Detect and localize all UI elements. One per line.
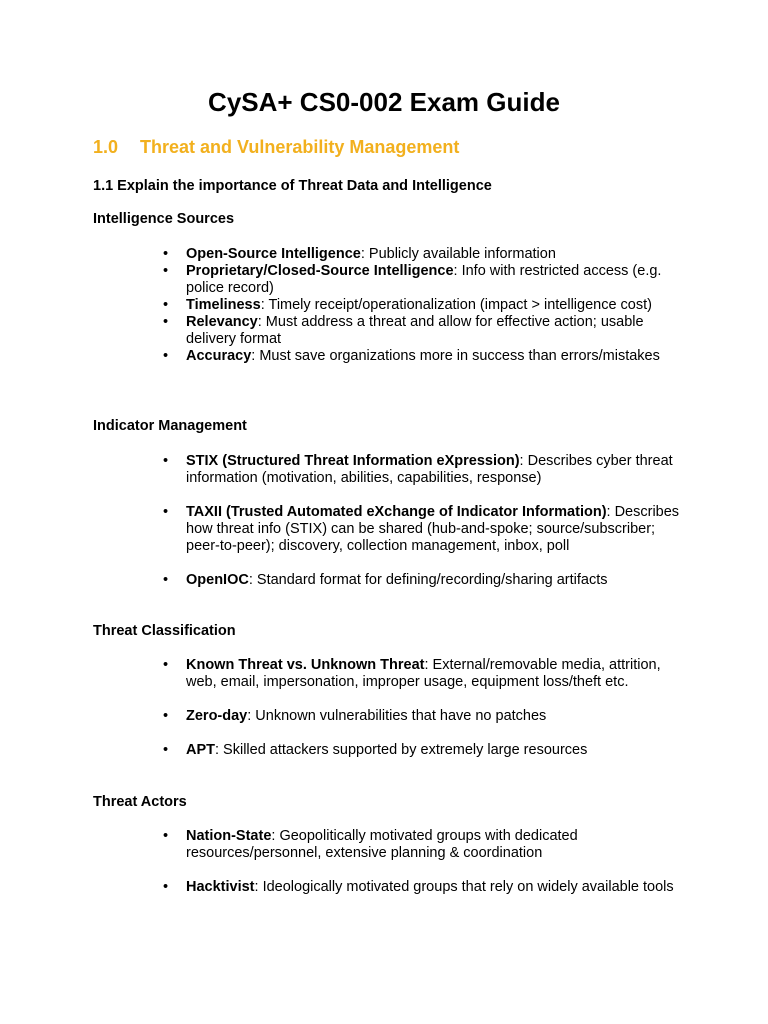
item-desc: : Ideologically motivated groups that rely on widely available tools: [254, 879, 674, 895]
bullet-icon: •: [163, 297, 169, 313]
item-term: Relevancy: [186, 314, 258, 330]
item-term: Proprietary/Closed-Source Intelligence: [186, 263, 454, 279]
list-item: [163, 708, 683, 725]
section-heading: [93, 136, 459, 158]
item-term: Open-Source Intelligence: [186, 246, 361, 262]
item-desc: : Unknown vulnerabilities that have no patches: [247, 708, 547, 724]
list-item: [163, 348, 683, 365]
item-term: Zero-day: [186, 708, 248, 724]
item-desc: : Must address a threat and allow for effective action; usable delivery format: [186, 314, 644, 347]
list-item: [163, 314, 683, 348]
threat-actors-heading: Threat Actors: [93, 794, 187, 810]
item-term: TAXII (Trusted Automated eXchange of Indicator Information): [186, 504, 607, 520]
bullet-icon: •: [163, 708, 169, 724]
intel-sources-heading: Intelligence Sources: [93, 211, 235, 227]
item-desc: : Publicly available information: [360, 246, 556, 262]
section-number: 1.0: [93, 137, 119, 157]
bullet-icon: •: [163, 879, 169, 895]
document-title: CySA+ CS0-002 Exam Guide: [208, 87, 560, 117]
bullet-icon: •: [163, 828, 169, 844]
bullet-icon: •: [163, 453, 169, 469]
item-desc: : Skilled attackers supported by extremely large resources: [215, 742, 588, 758]
item-desc: : Describes how threat info (STIX) can be shared (hub-and-spoke; source/subscriber; peer-to-peer); discovery, collection management, inbox, poll: [186, 504, 680, 554]
item-desc: : Standard format for defining/recording/sharing artifacts: [248, 572, 608, 588]
item-desc: : Timely receipt/operationalization (impact > intelligence cost): [260, 297, 652, 313]
bullet-icon: •: [163, 572, 169, 588]
bullet-icon: •: [163, 742, 169, 758]
indicator-mgmt-heading: Indicator Management: [93, 418, 247, 434]
threat-class-heading: Threat Classification: [93, 623, 236, 639]
list-item: [163, 572, 683, 589]
indicator-mgmt-list: [163, 453, 683, 589]
item-term: Timeliness: [186, 297, 261, 313]
item-term: Accuracy: [186, 348, 252, 364]
bullet-icon: •: [163, 246, 169, 262]
item-desc: : External/removable media, attrition, web, email, impersonation, improper usage, equipment loss/theft etc.: [186, 657, 661, 690]
item-term: Hacktivist: [186, 879, 255, 895]
list-item: [163, 742, 683, 759]
list-item: [163, 297, 683, 314]
list-item: [163, 246, 683, 263]
bullet-icon: •: [163, 657, 169, 673]
threat-class-list: [163, 657, 683, 759]
list-item: [163, 879, 683, 896]
item-term: OpenIOC: [186, 572, 249, 588]
bullet-icon: •: [163, 504, 169, 520]
list-item: [163, 263, 683, 297]
list-item: [163, 657, 683, 691]
bullet-icon: •: [163, 263, 169, 279]
item-desc: : Geopolitically motivated groups with dedicated resources/personnel, extensive planning & coordination: [186, 828, 578, 861]
item-desc: : Must save organizations more in success than errors/mistakes: [251, 348, 660, 364]
list-item: [163, 453, 683, 487]
item-term: STIX (Structured Threat Information eXpression): [186, 453, 520, 469]
bullet-icon: •: [163, 314, 169, 330]
threat-actors-list: [163, 828, 683, 896]
section-title: Threat and Vulnerability Management: [140, 137, 460, 157]
item-term: APT: [186, 742, 215, 758]
item-desc: : Info with restricted access (e.g. police record): [186, 263, 662, 296]
objective-heading: 1.1 Explain the importance of Threat Data and Intelligence: [93, 178, 492, 194]
bullet-icon: •: [163, 348, 169, 364]
list-item: [163, 504, 683, 555]
item-term: Nation-State: [186, 828, 272, 844]
item-term: Known Threat vs. Unknown Threat: [186, 657, 425, 673]
intel-sources-list: [163, 246, 683, 365]
item-desc: : Describes cyber threat information (motivation, abilities, capabilities, response): [186, 453, 673, 486]
list-item: [163, 828, 683, 862]
